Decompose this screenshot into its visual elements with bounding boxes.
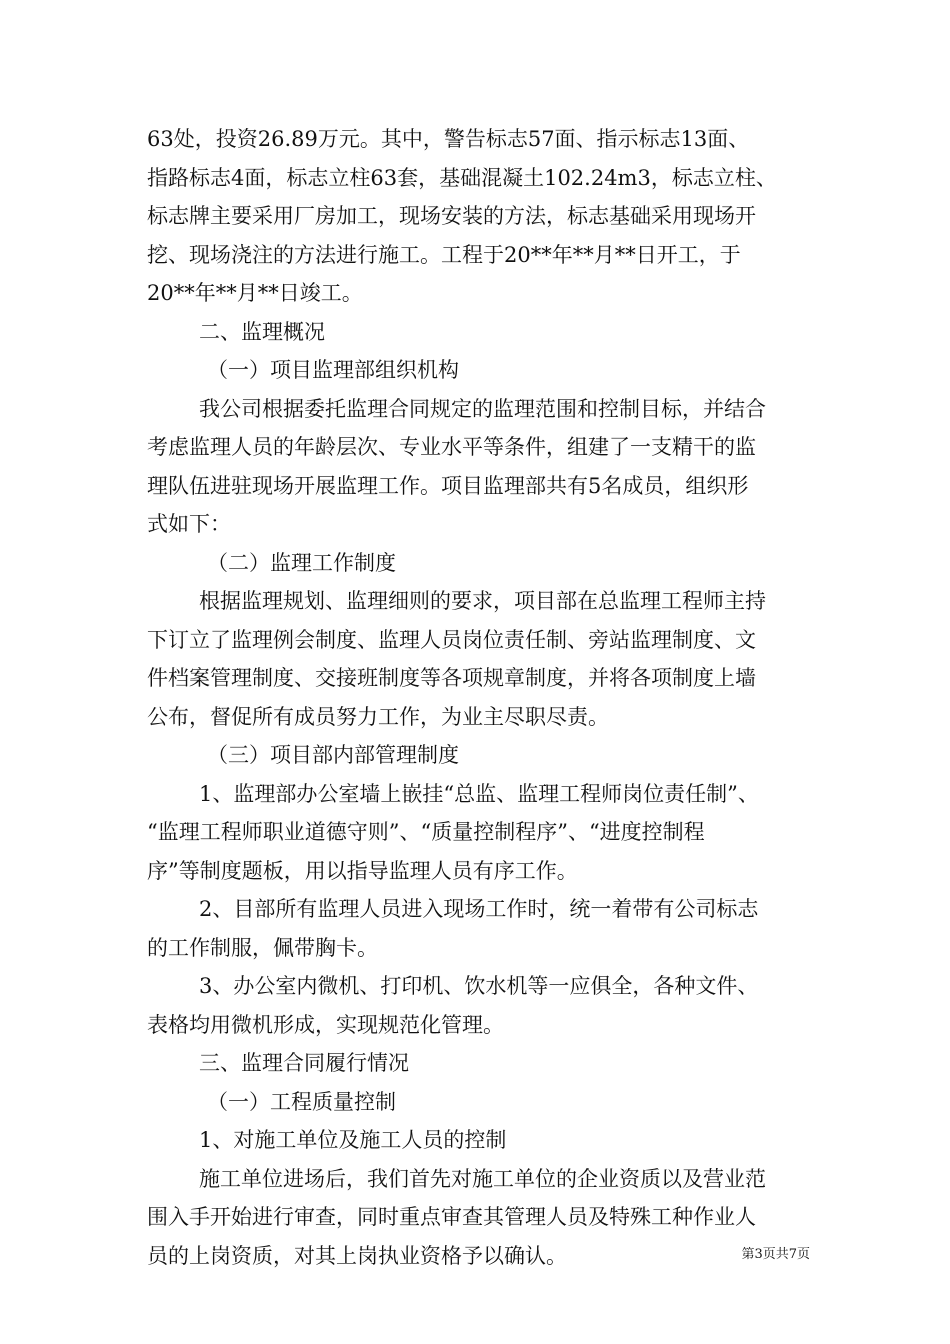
paragraph-first-line: 2、目部所有监理人员进入现场工作时，统一着带有公司标志 (199, 897, 759, 921)
text-line: 表格均用微机形成，实现规范化管理。 (147, 1012, 504, 1037)
paragraph-first-line: 我公司根据委托监理合同规定的监理范围和控制目标，并结合 (199, 396, 766, 421)
text-line: 挖、现场浇注的方法进行施工。工程于20**年**月**日开工，于 (147, 242, 741, 267)
subsection-heading: （一）工程质量控制 (207, 1089, 396, 1114)
text-line: 理队伍进驻现场开展监理工作。项目监理部共有5名成员，组织形 (147, 473, 749, 498)
text-line: 63处，投资26.89万元。其中，警告标志57面、指示标志13面、 (147, 127, 750, 151)
section-heading: 三、监理合同履行情况 (199, 1051, 409, 1075)
text-line: 的工作制服，佩带胸卡。 (147, 935, 378, 960)
text-line: 序”等制度题板，用以指导监理人员有序工作。 (147, 858, 578, 883)
text-line: 考虑监理人员的年龄层次、专业水平等条件，组建了一支精干的监 (147, 435, 756, 459)
subsection-heading: （一）项目监理部组织机构 (207, 358, 459, 382)
text-line: 围入手开始进行审查，同时重点审查其管理人员及特殊工种作业人 (147, 1205, 756, 1229)
text-line: 件档案管理制度、交接班制度等各项规章制度，并将各项制度上墙 (147, 666, 756, 690)
paragraph-first-line: 施工单位进场后，我们首先对施工单位的企业资质以及营业范 (199, 1166, 766, 1191)
document-body (147, 120, 817, 1275)
section-heading: 二、监理概况 (199, 319, 325, 344)
text-line: “监理工程师职业道德守则”、“质量控制程序”、“进度控制程 (147, 820, 705, 844)
item-heading: 1、对施工单位及施工人员的控制 (199, 1128, 507, 1152)
paragraph-first-line: 根据监理规划、监理细则的要求，项目部在总监理工程师主持 (199, 589, 766, 613)
text-line: 指路标志4面，标志立柱63套，基础混凝土102.24m3，标志立柱、 (147, 165, 777, 190)
text-line: 20**年**月**日竣工。 (147, 281, 363, 305)
text-line: 下订立了监理例会制度、监理人员岗位责任制、旁站监理制度、文 (147, 627, 756, 652)
page-number: 第3页共7页 (741, 1247, 810, 1262)
paragraph-first-line: 1、监理部办公室墙上嵌挂“总监、监理工程师岗位责任制”、 (199, 781, 759, 806)
text-line: 公布，督促所有成员努力工作，为业主尽职尽责。 (147, 704, 609, 729)
paragraph-first-line: 3、办公室内微机、打印机、饮水机等一应俱全，各种文件、 (199, 974, 759, 998)
text-line: 式如下： (147, 512, 231, 536)
subsection-heading: （三）项目部内部管理制度 (207, 743, 459, 767)
text-line: 员的上岗资质，对其上岗执业资格予以确认。 (147, 1243, 567, 1268)
subsection-heading: （二）监理工作制度 (207, 550, 396, 575)
text-line: 标志牌主要采用厂房加工，现场安装的方法，标志基础采用现场开 (147, 204, 756, 228)
